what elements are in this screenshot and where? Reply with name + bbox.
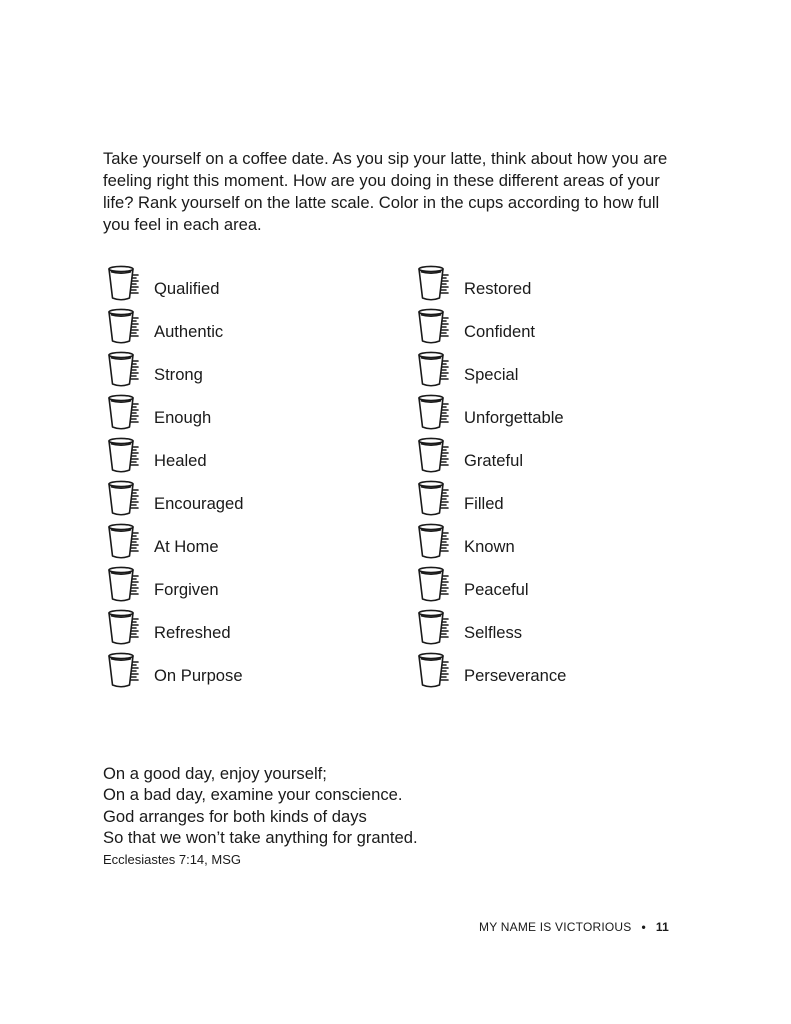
rating-item-label: Unforgettable bbox=[464, 408, 564, 427]
footer-book-title: MY NAME IS VICTORIOUS bbox=[479, 920, 632, 934]
intro-paragraph: Take yourself on a coffee date. As you sip your latte, think about how you are feeling right this moment. How are you doing in these different areas of your life? Rank yourself on the latte scale. Color in the cups according to how full you feel in each area. bbox=[103, 149, 668, 234]
verse-line: On a good day, enjoy yourself; bbox=[103, 764, 327, 783]
rating-item-label: Authentic bbox=[154, 322, 224, 341]
latte-cup-icon[interactable] bbox=[416, 651, 454, 691]
rating-item bbox=[416, 522, 566, 565]
rating-item-label: Restored bbox=[464, 279, 532, 298]
rating-item-label: Enough bbox=[154, 408, 212, 427]
rating-item bbox=[106, 608, 244, 651]
rating-item-label: Peaceful bbox=[464, 580, 529, 599]
scripture-quote bbox=[103, 763, 603, 869]
rating-item-label: Grateful bbox=[464, 451, 524, 470]
latte-cup-icon[interactable] bbox=[106, 264, 144, 304]
rating-item bbox=[416, 436, 566, 479]
latte-cup-icon[interactable] bbox=[106, 651, 144, 691]
rating-item-label: Qualified bbox=[154, 279, 220, 298]
rating-item-label: Confident bbox=[464, 322, 536, 341]
verse-line: On a bad day, examine your conscience. bbox=[103, 785, 403, 805]
footer-separator: • bbox=[641, 920, 646, 934]
latte-cup-icon[interactable] bbox=[416, 608, 454, 648]
rating-item bbox=[106, 436, 244, 479]
right-rating-column bbox=[416, 264, 566, 694]
latte-cup-icon[interactable] bbox=[106, 608, 144, 648]
latte-cup-icon[interactable] bbox=[106, 393, 144, 433]
rating-item bbox=[106, 565, 244, 608]
rating-item bbox=[106, 350, 244, 393]
rating-item bbox=[416, 479, 566, 522]
latte-cup-icon[interactable] bbox=[416, 436, 454, 476]
rating-item bbox=[106, 522, 244, 565]
rating-item-label: Known bbox=[464, 537, 515, 556]
page-number: 11 bbox=[655, 920, 669, 934]
rating-item-label: Healed bbox=[154, 451, 207, 470]
rating-item-label: Strong bbox=[154, 365, 203, 384]
rating-item bbox=[416, 350, 566, 393]
latte-cup-icon[interactable] bbox=[106, 522, 144, 562]
latte-cup-icon[interactable] bbox=[106, 436, 144, 476]
rating-item-label: Forgiven bbox=[154, 580, 219, 599]
rating-item bbox=[416, 264, 566, 307]
left-rating-column bbox=[106, 264, 244, 694]
rating-item bbox=[106, 651, 244, 694]
rating-item bbox=[416, 651, 566, 694]
latte-cup-icon[interactable] bbox=[106, 479, 144, 519]
latte-cup-icon[interactable] bbox=[416, 479, 454, 519]
latte-cup-icon[interactable] bbox=[106, 307, 144, 347]
rating-item-label: Selfless bbox=[464, 623, 523, 642]
rating-item-label: Special bbox=[464, 365, 519, 384]
rating-item bbox=[416, 608, 566, 651]
latte-cup-icon[interactable] bbox=[416, 393, 454, 433]
rating-item-label: Perseverance bbox=[464, 666, 567, 685]
rating-item bbox=[106, 393, 244, 436]
rating-item-label: Encouraged bbox=[154, 494, 244, 513]
rating-item bbox=[416, 565, 566, 608]
verse-reference: Ecclesiastes 7:14, MSG bbox=[103, 852, 241, 868]
latte-cup-icon[interactable] bbox=[106, 565, 144, 605]
latte-cup-icon[interactable] bbox=[416, 565, 454, 605]
latte-cup-icon[interactable] bbox=[416, 522, 454, 562]
rating-item bbox=[106, 307, 244, 350]
rating-item-label: On Purpose bbox=[154, 666, 243, 685]
rating-item-label: Filled bbox=[464, 494, 504, 513]
rating-item bbox=[106, 479, 244, 522]
latte-cup-icon[interactable] bbox=[416, 264, 454, 304]
page-footer bbox=[479, 920, 669, 934]
latte-cup-icon[interactable] bbox=[416, 307, 454, 347]
rating-item-label: At Home bbox=[154, 537, 219, 556]
rating-item-label: Refreshed bbox=[154, 623, 231, 642]
rating-item bbox=[416, 307, 566, 350]
latte-cup-icon[interactable] bbox=[416, 350, 454, 390]
rating-item bbox=[416, 393, 566, 436]
verse-line: God arranges for both kinds of days bbox=[103, 806, 367, 826]
latte-cup-icon[interactable] bbox=[106, 350, 144, 390]
verse-line: So that we won’t take anything for granted. bbox=[103, 827, 418, 847]
rating-item bbox=[106, 264, 244, 307]
